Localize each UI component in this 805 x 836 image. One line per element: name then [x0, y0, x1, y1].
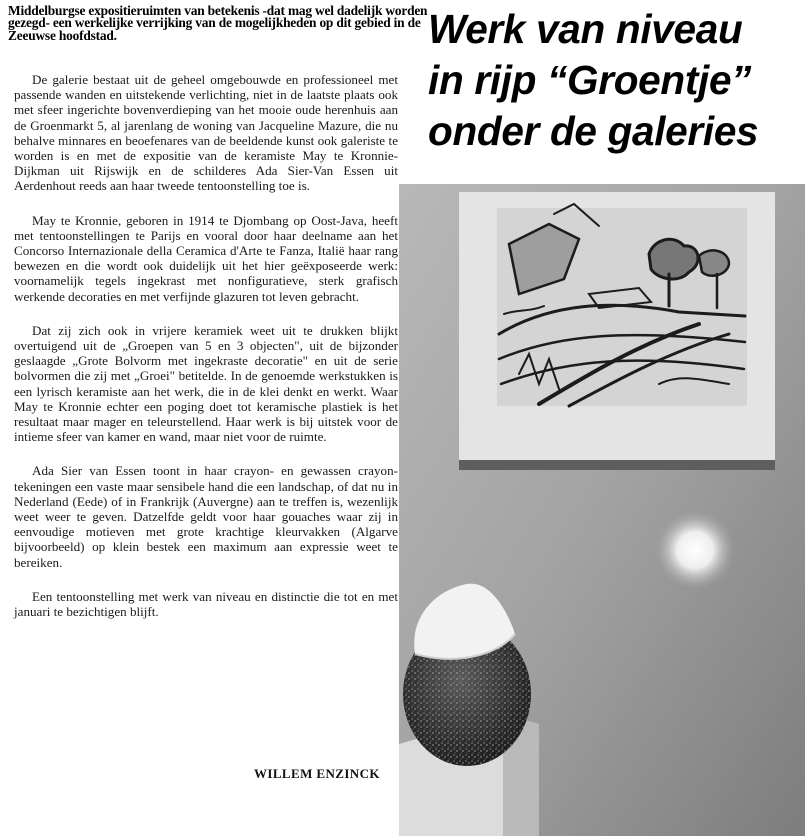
paragraph-1: De galerie bestaat uit de geheel omgebouwde en professioneel met passende wanden en uitstekende verlichting, niet in de laatste plaats ook met sfeer ingerichte bovenverdieping van het mooie oude herenhuis aan de Groenmarkt 5, al jarenlang de woning van Jacqueline Mazure, die nu behalve minnares en beoefenares van de beeldende kunst ook galeriste te worden is en met de expositie van de keramiste May te Kronnie-Dijkman uit Rijswijk en de schilderes Ada Sier-Van Essen uit Aerdenhout reeds aan haar tweede tentoonstelling toe is.: [14, 72, 398, 194]
paragraph-5: Een tentoonstelling met werk van niveau en distinctie die tot en met januari te bezichtigen blijft.: [14, 588, 398, 620]
light-reflection: [655, 510, 735, 590]
paragraph-4: Ada Sier van Essen toont in haar crayon- en gewassen crayon-tekeningen een vaste maar sensibele hand die een landschap, of dat nu in Nederland (Eede) of in Frankrijk (Auvergne) aan te treffen is, wezenlijk weet weer te geven. Datzelfde geldt voor haar gouaches waar zij in eenvoudige motieven met grote krachtige kleurvakken (Algarve bijvoorbeeld) op klein bestek een maximum aan expressie weet te bereiken.: [14, 463, 398, 570]
exhibition-photo: [399, 184, 805, 836]
author-byline: WILLEM ENZINCK: [254, 766, 380, 781]
article-body: [14, 72, 398, 638]
headline-line-3: onder de galeries: [428, 108, 759, 154]
headline-line-2: in rijp “Groentje”: [428, 57, 752, 103]
lead-text: Middelburgse expositieruimten van betekenis -dat mag wel dadelijk worden gezegd- een werkelijke verrijking van de mogelijkheden op dit gebied in de Zeeuwse hoofdstad.: [8, 3, 428, 43]
headline-line-1: Werk van niveau: [428, 6, 743, 52]
paragraph-2: May te Kronnie, geboren in 1914 te Djombang op Oost-Java, heeft met tentoonstellingen te Parijs en vooral door haar deelname aan het Concorso Internazionale della Ceramica d'Arte te Fanza, Italië haar rang bewezen en die wordt ook duidelijk uit het hier geëxposeerde werk: voornamelijk tegels ingekrast met nonfiguratieve, sterk grafisch werkende decoraties en met verfijnde glazuren tot leven gebracht.: [14, 212, 398, 304]
headline: [428, 4, 800, 157]
paragraph-3: Dat zij zich ook in vrijere keramiek weet uit te drukken blijkt overtuigend uit de „Groepen van 5 en 3 objecten", uit de bijzonder geslaagde „Grote Bolvorm met ingekraste decoratie" en uit de serie bolvormen die zij met „Groei" betitelde. In de genoemde werkstukken is een lyrisch keramiste aan het werk, die in de klei denkt en werkt. Waar May te Kronnie echter een poging doet tot keramische plastiek is het resultaat maar mager en teleurstellend. Haar werk is bij uitstek voor de intieme sfeer van kamer en wand, maar niet voor de ruimte.: [14, 322, 398, 445]
